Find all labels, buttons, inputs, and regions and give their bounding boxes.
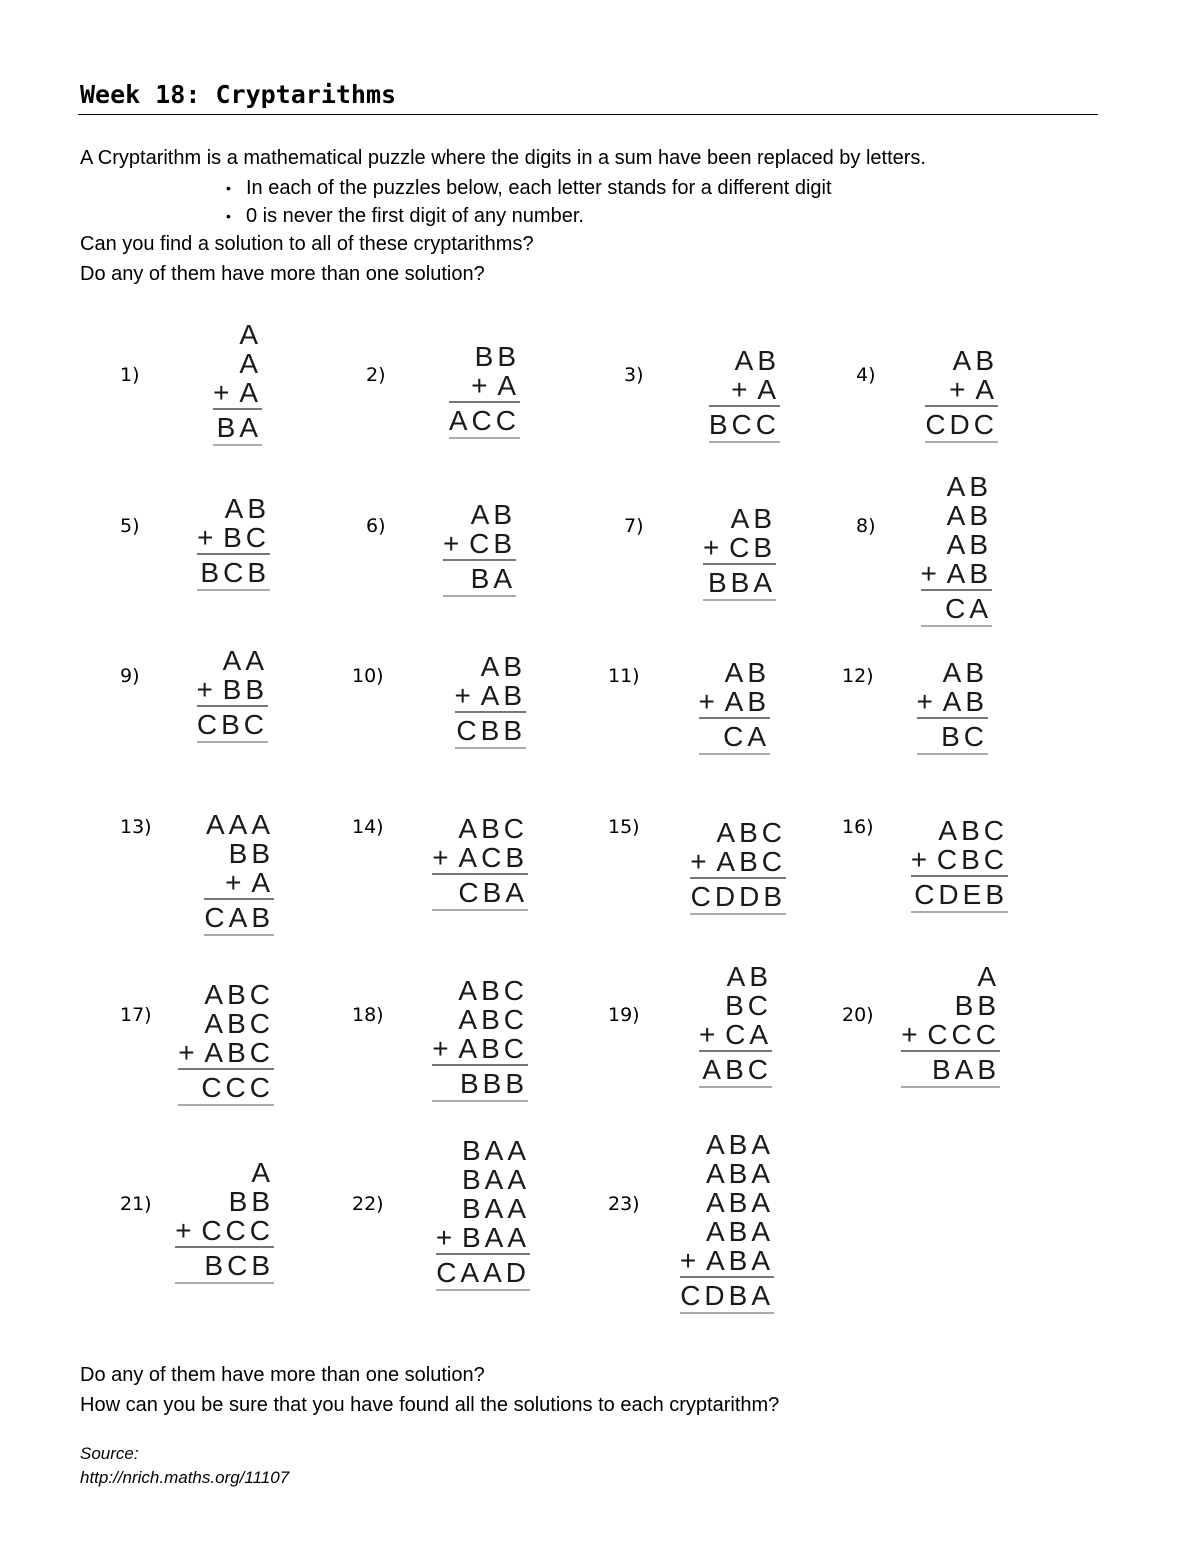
sum-line	[699, 717, 771, 719]
sum-result: CDEB	[911, 880, 1008, 913]
addend-row: AB	[946, 500, 992, 531]
last-addend: A	[757, 374, 780, 405]
last-addend: A	[975, 374, 998, 405]
sum-result: BA	[213, 413, 262, 446]
puzzle-number: 17)	[120, 1004, 152, 1026]
plus-sign: +	[901, 1019, 926, 1050]
addend-row: ABA	[705, 1158, 774, 1189]
last-addend: AB	[724, 686, 770, 717]
plus-sign: +	[432, 842, 457, 873]
last-addend: ABA	[705, 1245, 774, 1276]
last-addend: CBC	[936, 844, 1008, 875]
cryptarithm-puzzle	[432, 976, 528, 1102]
cryptarithm-puzzle	[432, 814, 528, 911]
question-text: Can you find a solution to all of these cryptarithms?	[80, 233, 534, 255]
cryptarithm-puzzle	[699, 658, 771, 755]
sum-line	[709, 405, 780, 407]
cryptarithm-puzzle	[911, 816, 1008, 913]
sum-line	[690, 877, 786, 879]
puzzle-number: 21)	[120, 1193, 152, 1215]
addend-row: BB	[474, 341, 520, 372]
puzzle-number: 2)	[366, 364, 386, 386]
addend-row	[455, 681, 527, 710]
sum-line	[455, 711, 527, 713]
addend-row: A	[239, 348, 262, 379]
source-label: Source:	[80, 1444, 139, 1463]
bullet-icon: •	[226, 180, 231, 196]
cryptarithm-puzzle	[197, 494, 270, 591]
cryptarithm-puzzle	[901, 962, 1000, 1088]
sum-result: CAB	[204, 903, 274, 936]
addend-row	[213, 378, 262, 407]
puzzle-number: 10)	[352, 665, 384, 687]
addend-row: AB	[952, 345, 998, 376]
sum-line	[703, 563, 776, 565]
sum-result: CDC	[925, 410, 998, 443]
addend-row: ABC	[716, 817, 786, 848]
addend-row	[921, 559, 993, 588]
sum-line	[197, 705, 269, 707]
question-text: Do any of them have more than one solution?	[80, 263, 485, 285]
last-addend: BAA	[461, 1222, 530, 1253]
puzzle-number: 4)	[856, 364, 876, 386]
cryptarithm-puzzle	[921, 472, 993, 627]
addend-row: AB	[224, 493, 270, 524]
cryptarithm-puzzle	[709, 346, 780, 443]
sum-line	[436, 1253, 530, 1255]
puzzle-number: 14)	[352, 816, 384, 838]
puzzle-number: 7)	[624, 515, 644, 537]
last-addend: ABC	[204, 1037, 274, 1068]
plus-sign: +	[175, 1215, 200, 1246]
puzzle-number: 9)	[120, 665, 140, 687]
sum-line	[680, 1276, 774, 1278]
rule-item: In each of the puzzles below, each letter stands for a different digit	[246, 177, 832, 199]
addend-row	[436, 1223, 530, 1252]
sum-line	[911, 875, 1008, 877]
sum-line	[917, 717, 989, 719]
sum-result: ABC	[699, 1055, 772, 1088]
plus-sign: +	[910, 844, 935, 875]
addend-row	[204, 868, 274, 897]
sum-line	[178, 1068, 274, 1070]
cryptarithm-puzzle	[690, 818, 786, 915]
puzzle-number: 3)	[624, 364, 644, 386]
addend-row: AB	[730, 503, 776, 534]
addend-row	[432, 1034, 528, 1063]
addend-row: A	[239, 319, 262, 350]
addend-row	[449, 371, 520, 400]
sum-line	[449, 401, 520, 403]
plus-sign: +	[471, 370, 496, 401]
last-addend: AB	[946, 558, 992, 589]
plus-sign: +	[679, 1245, 704, 1276]
plus-sign: +	[225, 867, 250, 898]
sum-line	[443, 559, 516, 561]
addend-row: ABA	[705, 1129, 774, 1160]
addend-row: BB	[228, 838, 274, 869]
sum-result: CAAD	[436, 1258, 530, 1291]
last-addend: A	[497, 370, 520, 401]
puzzle-number: 18)	[352, 1004, 384, 1026]
sum-line	[699, 1050, 772, 1052]
sum-result: CA	[921, 594, 993, 627]
last-addend: CCC	[927, 1019, 1000, 1050]
addend-row	[699, 687, 771, 716]
bullet-icon: •	[226, 208, 231, 224]
last-addend: CB	[469, 528, 516, 559]
last-addend: ABC	[458, 1033, 528, 1064]
addend-row	[432, 843, 528, 872]
sum-result: BBA	[703, 568, 776, 601]
addend-row: BAA	[461, 1164, 530, 1195]
source-url[interactable]: http://nrich.maths.org/11107	[80, 1468, 290, 1487]
cryptarithm-puzzle	[436, 1136, 530, 1291]
sum-line	[921, 589, 993, 591]
sum-result: CA	[699, 722, 771, 755]
addend-row: AB	[480, 651, 526, 682]
plus-sign: +	[432, 1033, 457, 1064]
last-addend: CB	[729, 532, 776, 563]
plus-sign: +	[702, 532, 728, 563]
plus-sign: +	[916, 686, 941, 717]
plus-sign: +	[949, 374, 974, 405]
addend-row	[911, 845, 1008, 874]
cryptarithm-puzzle	[680, 1130, 774, 1314]
puzzle-number: 15)	[608, 816, 640, 838]
addend-row: AAA	[205, 809, 274, 840]
plus-sign: +	[920, 558, 945, 589]
sum-result: BC	[917, 722, 989, 755]
addend-row: AB	[470, 499, 516, 530]
addend-row: AB	[734, 345, 780, 376]
cryptarithm-puzzle	[699, 962, 772, 1088]
puzzle-number: 19)	[608, 1004, 640, 1026]
sum-result: ACC	[449, 406, 520, 439]
sum-line	[432, 873, 528, 875]
sum-result: BAB	[901, 1055, 1000, 1088]
puzzle-number: 20)	[842, 1004, 874, 1026]
plus-sign: +	[213, 377, 238, 408]
cryptarithm-puzzle	[178, 980, 274, 1106]
addend-row	[925, 375, 998, 404]
title-rule	[78, 114, 1098, 115]
last-addend: CA	[725, 1019, 772, 1050]
sum-result: CDDB	[690, 882, 786, 915]
addend-row: ABC	[204, 979, 274, 1010]
last-addend: AB	[480, 680, 526, 711]
cryptarithm-puzzle	[213, 320, 262, 446]
page-title: Week 18: Cryptarithms	[80, 80, 397, 109]
puzzle-number: 22)	[352, 1193, 384, 1215]
addend-row	[197, 675, 269, 704]
addend-row	[690, 847, 786, 876]
closing-text: Do any of them have more than one solution?	[80, 1364, 485, 1386]
addend-row	[699, 1020, 772, 1049]
cryptarithm-puzzle	[925, 346, 998, 443]
cryptarithm-puzzle	[917, 658, 989, 755]
last-addend: BB	[222, 674, 268, 705]
puzzle-number: 13)	[120, 816, 152, 838]
sum-result: BCC	[709, 410, 780, 443]
addend-row	[917, 687, 989, 716]
puzzle-number: 12)	[842, 665, 874, 687]
sum-result: CBB	[455, 716, 527, 749]
cryptarithm-puzzle	[197, 646, 269, 743]
sum-result: CBA	[432, 878, 528, 911]
addend-row: ABC	[204, 1008, 274, 1039]
plus-sign: +	[178, 1037, 203, 1068]
last-addend: CCC	[201, 1215, 274, 1246]
plus-sign: +	[454, 680, 479, 711]
sum-result: CDBA	[680, 1281, 774, 1314]
addend-row: AB	[726, 961, 772, 992]
cryptarithm-puzzle	[443, 500, 516, 597]
addend-row	[703, 533, 776, 562]
addend-row: A	[977, 961, 1000, 992]
intro-text: A Cryptarithm is a mathematical puzzle where the digits in a sum have been replaced by letters.	[80, 147, 926, 169]
cryptarithm-puzzle	[455, 652, 527, 749]
puzzle-number: 8)	[856, 515, 876, 537]
puzzle-number: 11)	[608, 665, 640, 687]
addend-row: ABC	[458, 975, 528, 1006]
sum-line	[925, 405, 998, 407]
sum-line	[432, 1064, 528, 1066]
addend-row: BAA	[461, 1193, 530, 1224]
plus-sign: +	[435, 1222, 460, 1253]
addend-row: ABA	[705, 1216, 774, 1247]
addend-row: A	[251, 1157, 274, 1188]
addend-row: ABC	[458, 1004, 528, 1035]
addend-row: BB	[228, 1186, 274, 1217]
addend-row	[709, 375, 780, 404]
puzzle-number: 16)	[842, 816, 874, 838]
sum-line	[901, 1050, 1000, 1052]
plus-sign: +	[731, 374, 756, 405]
puzzle-number: 6)	[366, 515, 386, 537]
addend-row	[680, 1246, 774, 1275]
addend-row: BB	[954, 990, 1000, 1021]
last-addend: AB	[942, 686, 988, 717]
sum-line	[175, 1246, 274, 1248]
addend-row: BAA	[461, 1135, 530, 1166]
sum-result: BA	[443, 564, 516, 597]
last-addend: BC	[223, 522, 270, 553]
last-addend: A	[239, 377, 262, 408]
cryptarithm-puzzle	[703, 504, 776, 601]
addend-row: BC	[725, 990, 772, 1021]
addend-row: ABA	[705, 1187, 774, 1218]
plus-sign: +	[196, 522, 222, 553]
last-addend: A	[251, 867, 274, 898]
sum-result: CCC	[178, 1073, 274, 1106]
sum-line	[197, 553, 270, 555]
addend-row: AB	[946, 529, 992, 560]
puzzle-number: 1)	[120, 364, 140, 386]
addend-row: ABC	[458, 813, 528, 844]
addend-row	[178, 1038, 274, 1067]
addend-row: AB	[942, 657, 988, 688]
addend-row: AA	[222, 645, 268, 676]
sum-result: BBB	[432, 1069, 528, 1102]
cryptarithm-puzzle	[204, 810, 274, 936]
sum-result: BCB	[175, 1251, 274, 1284]
puzzle-number: 23)	[608, 1193, 640, 1215]
addend-row: ABC	[938, 815, 1008, 846]
addend-row: AB	[724, 657, 770, 688]
addend-row	[197, 523, 270, 552]
addend-row	[443, 529, 516, 558]
plus-sign: +	[698, 686, 723, 717]
sum-line	[213, 408, 262, 410]
cryptarithm-puzzle	[175, 1158, 274, 1284]
puzzle-number: 5)	[120, 515, 140, 537]
sum-result: CBC	[197, 710, 269, 743]
sum-line	[204, 898, 274, 900]
sum-result: BCB	[197, 558, 270, 591]
addend-row	[175, 1216, 274, 1245]
addend-row	[901, 1020, 1000, 1049]
rule-item: 0 is never the first digit of any number.	[246, 205, 584, 227]
plus-sign: +	[442, 528, 468, 559]
closing-text: How can you be sure that you have found all the solutions to each cryptarithm?	[80, 1394, 780, 1416]
plus-sign: +	[196, 674, 221, 705]
last-addend: ABC	[716, 846, 786, 877]
plus-sign: +	[690, 846, 715, 877]
addend-row: AB	[946, 471, 992, 502]
cryptarithm-puzzle	[449, 342, 520, 439]
last-addend: ACB	[458, 842, 528, 873]
plus-sign: +	[698, 1019, 724, 1050]
